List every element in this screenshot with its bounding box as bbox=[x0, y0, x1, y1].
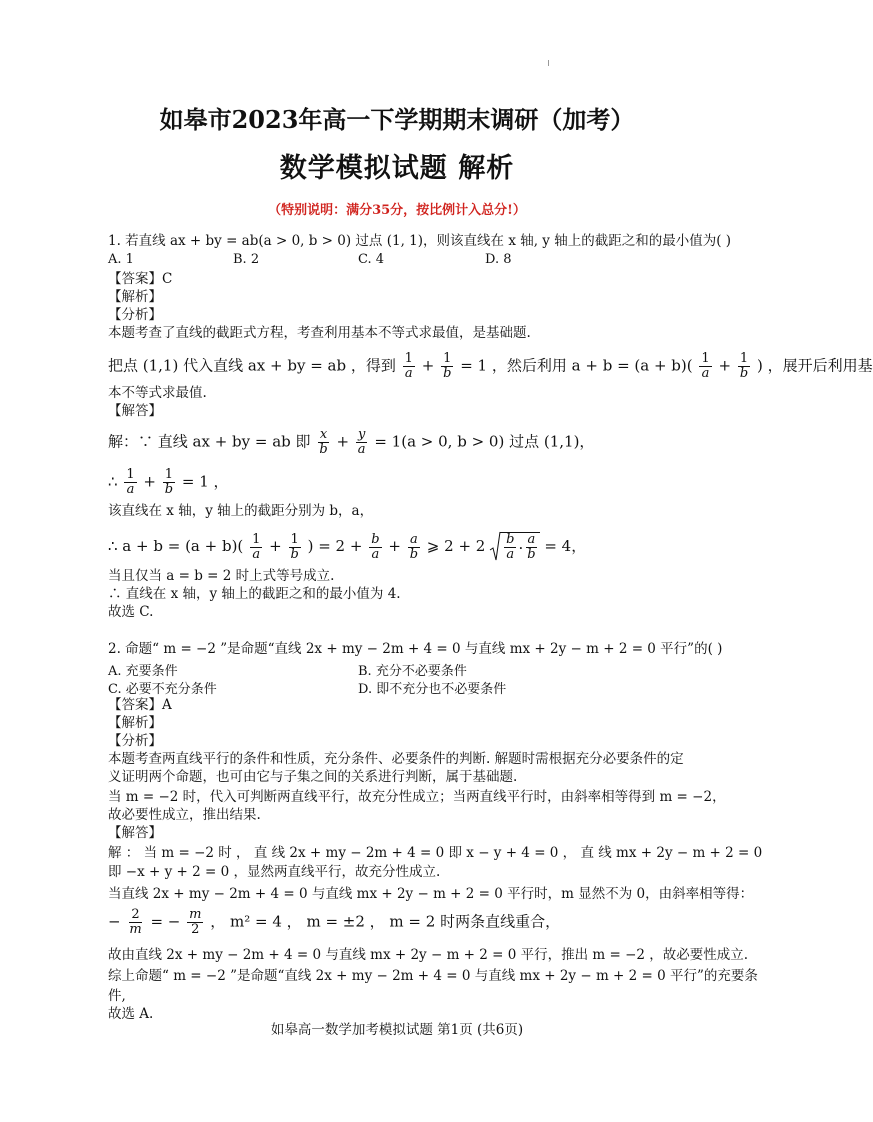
q1-analysis-line-2-b: ，然后利用 bbox=[491, 356, 567, 375]
square-root-sign: $\frac{b}{a}$ · $\frac{a}{b}$ bbox=[490, 532, 539, 562]
q2-solution-line-2: 即 −x + y + 2 = 0 ，显然两直线平行，故充分性成立. bbox=[108, 864, 441, 880]
q1-analysis-line-2: 把点 (1,1) 代入直线 ax + by = ab ，得到 $\frac{1}{a}$ + $\frac{1}{b}$ = 1 ，然后利用 a + b = (a + b)( $\frac{1}{a}$ + $\frac{1}{b}$ ) ，展开后利用基 bbox=[108, 351, 873, 381]
q1-jiexi-label: 【解析】 bbox=[108, 289, 162, 305]
q2-option-c: C. 必要不充分条件 bbox=[108, 682, 217, 697]
q2-solution-line-3: 当直线 2x + my − 2m + 4 = 0 与直线 mx + 2y − m + 2 = 0 平行时，m 显然不为 0，由斜率相等得： bbox=[108, 886, 754, 902]
q2-analysis-line-1: 本题考查两直线平行的条件和性质，充分条件、必要条件的判断. 解题时需根据充分必要条件的定 bbox=[108, 751, 684, 767]
q2-solution-line-1: 解 ： 当 m = −2 时 ， 直 线 2x + my − 2m + 4 = 0 即 x − y + 4 = 0 ， 直 线 mx + 2y − m + 2 = 0 bbox=[108, 845, 763, 861]
q1-solution-line-3: 该直线在 x 轴，y 轴上的截距分别为 b，a， bbox=[108, 503, 374, 519]
page-footer: 如皋高一数学加考模拟试题 第1页 (共6页) bbox=[270, 1022, 524, 1038]
q1-fenxi-label: 【分析】 bbox=[108, 307, 162, 323]
q1-option-c: C. 4 bbox=[358, 252, 385, 267]
q1-option-b: B. 2 bbox=[233, 252, 260, 267]
q2-option-a: A. 充要条件 bbox=[108, 664, 178, 679]
fraction-1-over-a: $\frac{1}{a}$ bbox=[404, 351, 413, 381]
q2-solution-line-8: 故选 A. bbox=[108, 1006, 154, 1022]
q1-solution-line-4: ∴ a + b = (a + b)( $\frac{1}{a}$ + $\frac{1}{b}$ ) = 2 + $\frac{b}{a}$ + $\frac{a}{b}$ ⩾ 2 + 2 $\frac{b}{a}$ · $\frac{a}{b}$ = 4， bbox=[108, 531, 587, 562]
q1-solution-line-6: ∴ 直线在 x 轴，y 轴上的截距之和的最小值为 4. bbox=[108, 586, 401, 602]
document-title: 如皋市2023年高一下学期期末调研（加考） bbox=[159, 105, 635, 134]
special-note: （特别说明：满分35分，按比例计入总分!） bbox=[268, 203, 526, 218]
document-subtitle: 数学模拟试题 解析 bbox=[279, 153, 515, 184]
page-tick-mark bbox=[548, 60, 549, 66]
q2-solution-line-6: 综上命题“ m = −2 ”是命题“直线 2x + my − 2m + 4 = 0 与直线 mx + 2y − m + 2 = 0 平行”的充要条 bbox=[108, 968, 758, 984]
q2-option-b: B. 充分不必要条件 bbox=[358, 664, 467, 679]
q2-solution-line-4: − $\frac{2}{m}$ = − $\frac{m}{2}$ ， m² = 4 ， m = ±2 ， m = 2 时两条直线重合， bbox=[108, 907, 561, 937]
q1-option-d: D. 8 bbox=[485, 252, 512, 267]
q2-solution-line-7: 件, bbox=[108, 988, 126, 1004]
q1-analysis-line-1: 本题考查了直线的截距式方程，考查利用基本不等式求最值，是基础题. bbox=[108, 325, 531, 341]
q2-solution-line-5: 故由直线 2x + my − 2m + 4 = 0 与直线 mx + 2y − m + 2 = 0 平行，推出 m = −2 ，故必要性成立. bbox=[108, 947, 749, 963]
q2-analysis-line-3: 当 m = −2 时，代入可判断两直线平行，故充分性成立；当两直线平行时，由斜率相等得到 m = −2， bbox=[108, 789, 726, 805]
q1-answer: 【答案】C bbox=[108, 271, 173, 287]
q1-solution-line-5: 当且仅当 a = b = 2 时上式等号成立. bbox=[108, 568, 335, 584]
q2-analysis-line-4: 故必要性成立，推出结果. bbox=[108, 807, 261, 823]
q1-analysis-line-3: 本不等式求最值. bbox=[108, 385, 207, 401]
q2-stem: 2. 命题“ m = −2 ”是命题“直线 2x + my − 2m + 4 = 0 与直线 mx + 2y − m + 2 = 0 平行”的( ) bbox=[108, 641, 723, 657]
q2-jiexi-label: 【解析】 bbox=[108, 715, 162, 731]
fraction-1-over-b: $\frac{1}{b}$ bbox=[443, 351, 452, 381]
q2-answer: 【答案】A bbox=[108, 697, 172, 713]
q1-jieda-label: 【解答】 bbox=[108, 403, 162, 419]
q2-option-d: D. 即不充分也不必要条件 bbox=[358, 682, 507, 697]
q1-option-a: A. 1 bbox=[108, 252, 134, 267]
q1-analysis-line-2-c: ，展开后利用基 bbox=[767, 356, 873, 375]
q1-solution-line-7: 故选 C. bbox=[108, 604, 154, 620]
q2-analysis-line-2: 义证明两个命题，也可由它与子集之间的关系进行判断，属于基础题. bbox=[108, 769, 518, 785]
q1-analysis-line-2-a: 把点 (1,1) 代入直线 ax + by = ab ，得到 bbox=[108, 356, 396, 375]
q2-fenxi-label: 【分析】 bbox=[108, 733, 162, 749]
q2-jieda-label: 【解答】 bbox=[108, 825, 162, 841]
q1-solution-line-1: 解：∵ 直线 ax + by = ab 即 $\frac{x}{b}$ + $\frac{y}{a}$ = 1(a > 0, b > 0) 过点 (1,1)， bbox=[108, 427, 595, 457]
q1-stem: 1. 若直线 ax + by = ab(a > 0, b > 0) 过点 (1, 1)，则该直线在 x 轴, y 轴上的截距之和的最小值为( ) bbox=[108, 233, 732, 249]
q1-solution-line-2: ∴ $\frac{1}{a}$ + $\frac{1}{b}$ = 1 ， bbox=[108, 467, 229, 497]
